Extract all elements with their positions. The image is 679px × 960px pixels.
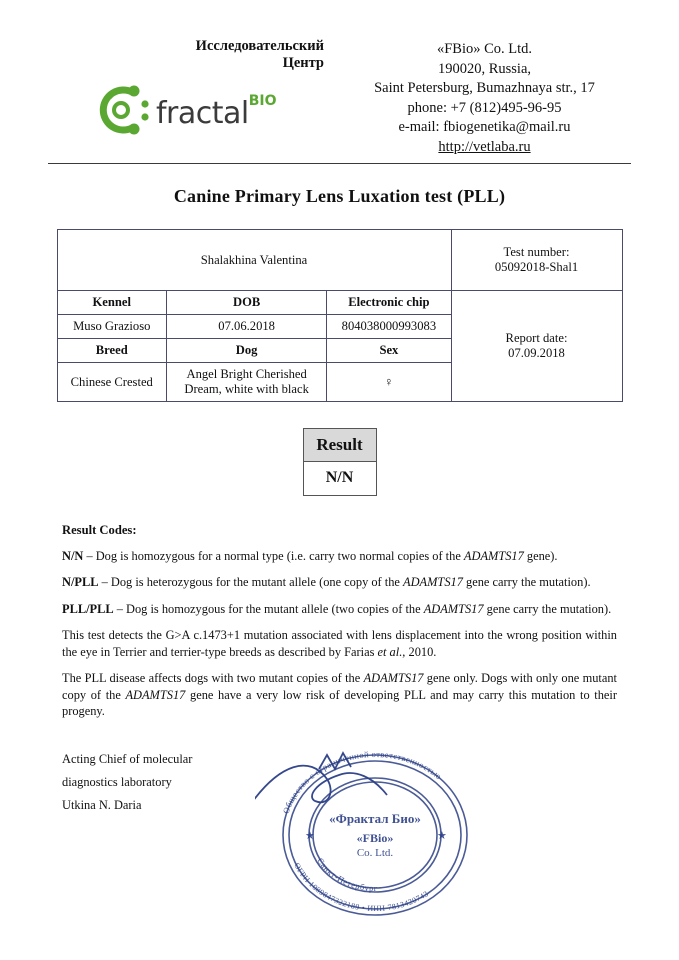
signature-block bbox=[62, 748, 679, 817]
code-npll-paragraph bbox=[62, 574, 617, 591]
dob-label: DOB bbox=[167, 291, 327, 315]
dog-label: Dog bbox=[167, 339, 327, 363]
svg-text:Общество с ограниченной ответс: Общество с ограниченной ответственностью bbox=[280, 748, 444, 815]
test-number-cell bbox=[451, 230, 622, 291]
signature-line1: Acting Chief of molecular bbox=[62, 751, 193, 766]
company-address-line2: Saint Petersburg, Bumazhnaya str., 17 bbox=[374, 80, 595, 96]
mutation-text-2: , 2010. bbox=[402, 644, 437, 659]
svg-text:«FBio»: «FBio» bbox=[356, 831, 394, 845]
disease-text-3: gene have a very low risk of developing PLL and may carry this mutation to their progeny. bbox=[62, 687, 617, 718]
dog-name-value bbox=[167, 363, 327, 402]
svg-text:«Фрактал Био»: «Фрактал Био» bbox=[329, 811, 421, 826]
company-contact-block bbox=[342, 38, 627, 157]
logo-wordmark: fractal bbox=[156, 95, 249, 131]
company-website[interactable]: http://vetlaba.ru bbox=[438, 138, 531, 155]
company-email: e-mail: fbiogenetika@mail.ru bbox=[398, 119, 571, 135]
signature-line3: Utkina N. Daria bbox=[62, 797, 142, 812]
header-divider bbox=[48, 163, 631, 164]
test-number-label: Test number: bbox=[503, 245, 570, 259]
code-npll-label: N/PLL bbox=[62, 575, 99, 589]
org-name-line1: Исследовательский bbox=[195, 38, 324, 54]
chip-label: Electronic chip bbox=[327, 291, 451, 315]
fractal-bio-logo bbox=[92, 82, 342, 138]
sex-value: ♀ bbox=[327, 363, 451, 402]
dog-name-line2: Dream, white with black bbox=[184, 382, 309, 396]
svg-text:Санкт-Петербург: Санкт-Петербург bbox=[315, 855, 378, 894]
report-date-value: 07.09.2018 bbox=[508, 346, 565, 360]
chip-value: 804038000993083 bbox=[327, 315, 451, 339]
dog-name-line1: Angel Bright Cherished bbox=[186, 367, 307, 381]
mutation-text-1: This test detects the G>A c.1473+1 mutation associated with lens displacement into the wrong position within the eye in Terrier and terrier-type breeds as described by Farias bbox=[62, 628, 617, 659]
page-title: Canine Primary Lens Luxation test (PLL) bbox=[173, 186, 506, 206]
result-codes-heading: Result Codes: bbox=[62, 523, 137, 537]
code-nn-text-1: – Dog is homozygous for a normal type (i.e. carry two normal copies of the bbox=[83, 548, 464, 563]
table-row bbox=[57, 291, 622, 315]
disease-text-1: The PLL disease affects dogs with two mutant copies of the bbox=[62, 671, 364, 685]
result-codes-section bbox=[62, 522, 617, 720]
code-npll-gene: ADAMTS17 bbox=[403, 575, 463, 589]
code-pllpll-text-2: gene carry the mutation). bbox=[483, 601, 612, 616]
report-date-label: Report date: bbox=[505, 331, 568, 345]
dob-value: 07.06.2018 bbox=[167, 315, 327, 339]
logo-bio-superscript: BIO bbox=[248, 93, 277, 109]
breed-value: Chinese Crested bbox=[57, 363, 167, 402]
code-nn-paragraph bbox=[62, 548, 617, 565]
company-address-line1: 190020, Russia, bbox=[437, 60, 532, 77]
code-pllpll-gene: ADAMTS17 bbox=[423, 601, 484, 616]
header-left-block bbox=[52, 38, 342, 138]
code-pllpll-text-1: – Dog is homozygous for the mutant allele (two copies of the bbox=[113, 601, 424, 616]
code-nn-gene: ADAMTS17 bbox=[463, 548, 524, 563]
signature-line2: diagnostics laboratory bbox=[62, 774, 172, 789]
svg-text:★: ★ bbox=[305, 830, 315, 842]
kennel-label: Kennel bbox=[57, 291, 167, 315]
sex-label: Sex bbox=[327, 339, 451, 363]
owner-name-cell: Shalakhina Valentina bbox=[57, 230, 451, 291]
svg-text:★: ★ bbox=[437, 830, 447, 842]
breed-label: Breed bbox=[57, 339, 167, 363]
code-pllpll-paragraph bbox=[62, 601, 617, 618]
kennel-value: Muso Grazioso bbox=[57, 315, 167, 339]
result-box bbox=[303, 428, 377, 496]
disease-description-paragraph bbox=[62, 670, 617, 720]
code-nn-label: N/N bbox=[62, 548, 84, 563]
result-header: Result bbox=[304, 429, 376, 462]
fractal-logo-icon bbox=[98, 82, 154, 138]
report-date-cell bbox=[451, 291, 622, 402]
company-name: «FBio» Co. Ltd. bbox=[436, 41, 533, 57]
svg-text:ОГРН 1089847322189 • ИНН 78134: ОГРН 1089847322189 • ИНН 7813420743 bbox=[292, 861, 431, 914]
org-name bbox=[92, 38, 342, 72]
code-nn-text-2: gene). bbox=[523, 548, 558, 563]
disease-gene-1: ADAMTS17 bbox=[363, 671, 424, 685]
code-npll-text-2: gene carry the mutation). bbox=[462, 575, 591, 589]
disease-text-2: gene only. Dogs with only one mutant copy of the bbox=[62, 671, 618, 702]
disease-gene-2: ADAMTS17 bbox=[125, 687, 186, 702]
mutation-etal: et al. bbox=[377, 644, 403, 659]
test-number-value: 05092018-Shal1 bbox=[494, 260, 579, 274]
org-name-line2: Центр bbox=[282, 55, 324, 71]
company-phone: phone: +7 (812)495-96-95 bbox=[407, 99, 562, 116]
document-header bbox=[0, 0, 679, 157]
mutation-description-paragraph bbox=[62, 627, 617, 660]
code-pllpll-label: PLL/PLL bbox=[62, 601, 114, 616]
test-info-table bbox=[57, 229, 623, 402]
code-npll-text-1: – Dog is heterozygous for the mutant allele (one copy of the bbox=[98, 575, 404, 589]
svg-text:Co. Ltd.: Co. Ltd. bbox=[356, 847, 394, 859]
result-value: N/N bbox=[325, 469, 354, 486]
table-row bbox=[57, 230, 622, 291]
